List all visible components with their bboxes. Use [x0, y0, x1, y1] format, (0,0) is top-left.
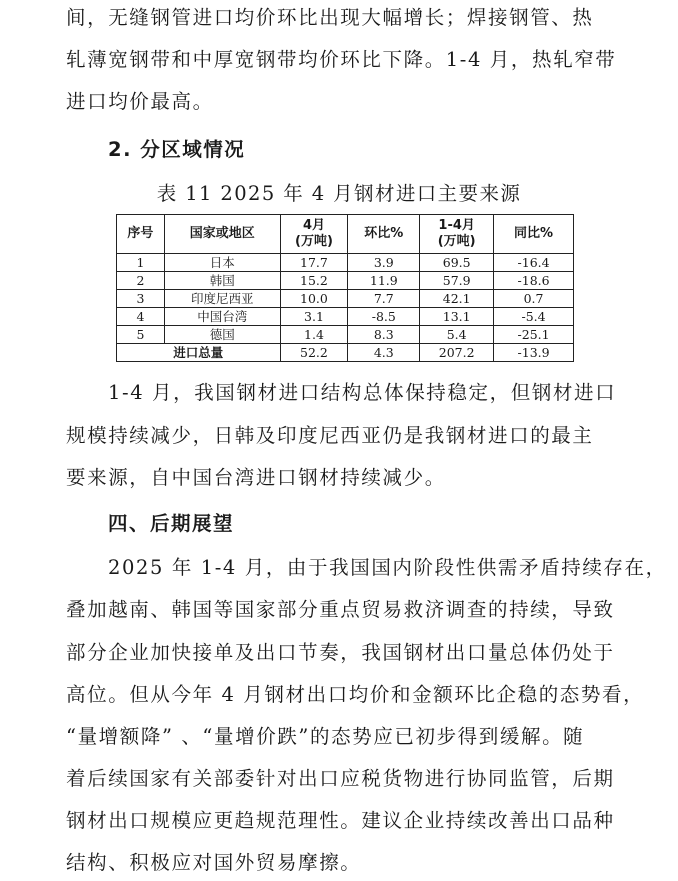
cell: 3: [117, 290, 165, 308]
cell: 42.1: [420, 290, 494, 308]
cell: 日本: [164, 254, 280, 272]
cell: -8.5: [348, 308, 420, 326]
cell: 韩国: [164, 272, 280, 290]
cell: 5: [117, 326, 165, 344]
outlook-para-line-3: 部分企业加快接单及出口节奏，我国钢材出口量总体仍处于: [66, 641, 615, 664]
col-header-april: [280, 215, 348, 254]
outlook-para-line-1: 2025 年 1-4 月，由于我国国内阶段性供需矛盾持续存在，: [108, 556, 667, 579]
section-4-heading: 四、后期展望: [108, 512, 235, 535]
col-header-ytd-label: 1-4月: [438, 218, 475, 233]
cell: 7.7: [348, 290, 420, 308]
col-header-region: 国家或地区: [164, 215, 280, 254]
total-mom: 4.3: [348, 344, 420, 362]
cell: 4: [117, 308, 165, 326]
cell: 57.9: [420, 272, 494, 290]
outlook-para-line-8: 结构、积极应对国外贸易摩擦。: [66, 851, 362, 874]
col-header-april-unit: (万吨): [295, 234, 333, 249]
intro-line-3: 进口均价最高。: [66, 90, 214, 113]
cell: 3.9: [348, 254, 420, 272]
total-april: 52.2: [280, 344, 348, 362]
cell: -16.4: [494, 254, 574, 272]
total-ytd: 207.2: [420, 344, 494, 362]
intro-line-1: 间，无缝钢管进口均价环比出现大幅增长；焊接钢管、热: [66, 6, 594, 29]
cell: -25.1: [494, 326, 574, 344]
region-para-line-2: 规模持续减少，日韩及印度尼西亚仍是我钢材进口的最主: [66, 424, 594, 447]
total-yoy: -13.9: [494, 344, 574, 362]
cell: 1: [117, 254, 165, 272]
cell: 8.3: [348, 326, 420, 344]
cell: -5.4: [494, 308, 574, 326]
table-row: [117, 254, 574, 272]
table-row: [117, 272, 574, 290]
cell: 0.7: [494, 290, 574, 308]
table-row: [117, 326, 574, 344]
outlook-para-line-2: 叠加越南、韩国等国家部分重点贸易救济调查的持续，导致: [66, 598, 615, 621]
cell: 15.2: [280, 272, 348, 290]
table-row: [117, 308, 574, 326]
import-source-table: [116, 214, 574, 362]
cell: 17.7: [280, 254, 348, 272]
cell: 中国台湾: [164, 308, 280, 326]
outlook-para-line-6: 着后续国家有关部委针对出口应税货物进行协同监管，后期: [66, 767, 615, 790]
cell: 3.1: [280, 308, 348, 326]
outlook-para-line-5: “量增额降” 、“量增价跌”的态势应已初步得到缓解。随: [66, 725, 585, 748]
cell: 2: [117, 272, 165, 290]
cell: 69.5: [420, 254, 494, 272]
region-para-line-3: 要来源，自中国台湾进口钢材持续减少。: [66, 466, 446, 489]
cell: 德国: [164, 326, 280, 344]
col-header-april-label: 4月: [302, 218, 325, 233]
cell: 5.4: [420, 326, 494, 344]
cell: 1.4: [280, 326, 348, 344]
outlook-para-line-4: 高位。但从今年 4 月钢材出口均价和金额环比企稳的态势看，: [66, 683, 645, 706]
table-total-row: [117, 344, 574, 362]
col-header-ytd: [420, 215, 494, 254]
cell: 13.1: [420, 308, 494, 326]
cell: 11.9: [348, 272, 420, 290]
region-para-line-1: 1-4 月，我国钢材进口结构总体保持稳定，但钢材进口: [108, 381, 617, 404]
col-header-mom: 环比%: [348, 215, 420, 254]
intro-line-2: 轧薄宽钢带和中厚宽钢带均价环比下降。1-4 月，热轧窄带: [66, 48, 617, 71]
table-header-row: [117, 215, 574, 254]
table-row: [117, 290, 574, 308]
outlook-para-line-7: 钢材出口规模应更趋规范理性。建议企业持续改善出口品种: [66, 809, 615, 832]
cell: 10.0: [280, 290, 348, 308]
total-label: 进口总量: [117, 344, 281, 362]
col-header-yoy: 同比%: [494, 215, 574, 254]
cell: 印度尼西亚: [164, 290, 280, 308]
section-2-heading: 2. 分区域情况: [108, 138, 246, 161]
col-header-ytd-unit: (万吨): [437, 234, 476, 249]
table-caption: 表 11 2025 年 4 月钢材进口主要来源: [156, 182, 522, 205]
col-header-index: 序号: [117, 215, 165, 254]
cell: -18.6: [494, 272, 574, 290]
